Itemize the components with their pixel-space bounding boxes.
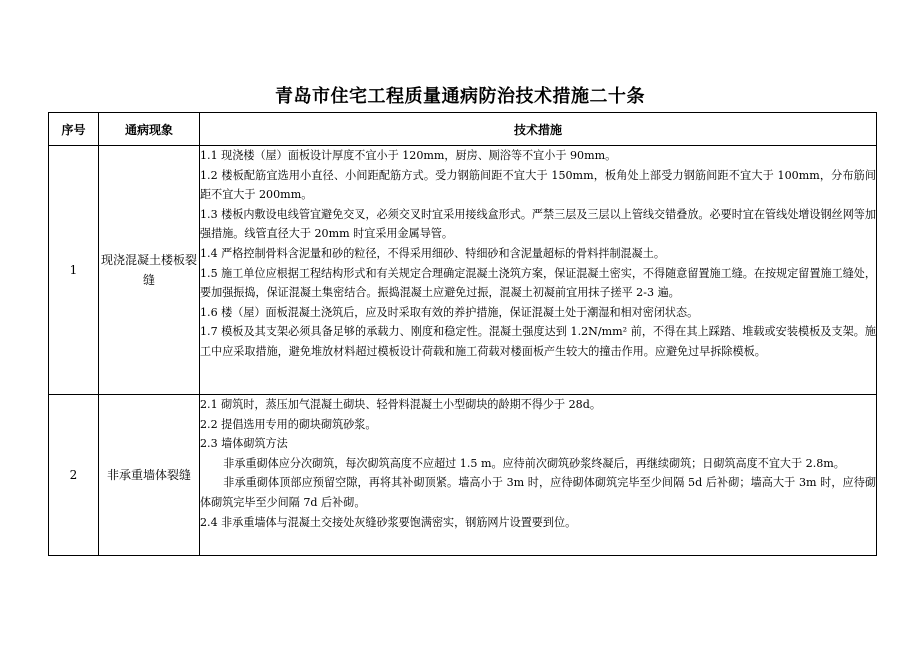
table-row bbox=[49, 146, 877, 395]
measure-item: 1.5 施工单位应根据工程结构形式和有关规定合理确定混凝土浇筑方案，保证混凝土密实，不得随意留置施工缝。在按规定留置施工缝处，要加强振捣，保证混凝土集密结合。振捣混凝土应避免过振，混凝土初凝前宜用抹子搓平 2-3 遍。 bbox=[200, 266, 876, 300]
measure-item: 1.7 模板及其支架必须具备足够的承载力、刚度和稳定性。混凝土强度达到 1.2N/mm² 前，不得在其上踩踏、堆载或安装模板及支架。施工中应采取措施，避免堆放材料超过模板设计荷载和施工荷载对楼面板产生较大的撞击作用。应避免过早拆除模板。 bbox=[200, 325, 876, 358]
document-title: 青岛市住宅工程质量通病防治技术措施二十条 bbox=[275, 86, 645, 107]
measures-table bbox=[48, 112, 877, 556]
measure-item: 1.4 严格控制骨料含泥量和砂的粒径，不得采用细砂、特细砂和含泥量超标的骨料拌制混凝土。 bbox=[200, 246, 665, 260]
row-number: 1 bbox=[49, 146, 99, 395]
measure-item: 2.1 砌筑时，蒸压加气混凝土砌块、轻骨料混凝土小型砌块的龄期不得少于 28d。 bbox=[200, 398, 601, 411]
measure-item: 2.3 墙体砌筑方法 bbox=[200, 437, 288, 451]
row-phenomenon: 现浇混凝土楼板裂缝 bbox=[99, 146, 200, 395]
measure-item: 2.2 提倡选用专用的砌块砌筑砂浆。 bbox=[200, 417, 377, 431]
row-number: 2 bbox=[49, 395, 99, 556]
row-measures bbox=[200, 395, 877, 556]
table-header-row bbox=[49, 113, 877, 146]
measure-item: 1.3 楼板内敷设电线管宜避免交叉，必须交叉时宜采用接线盒形式。严禁三层及三层以上管线交错叠放。必要时宜在管线处增设钢丝网等加强措施。线管直径大于 20mm 时宜采用金属导管。 bbox=[200, 207, 876, 241]
measure-item: 1.2 楼板配筋宜选用小直径、小间距配筋方式。受力钢筋间距不宜大于 150mm，板角处上部受力钢筋间距不宜大于 100mm，分布筋间距不宜大于 200mm。 bbox=[200, 168, 876, 202]
row-phenomenon: 非承重墙体裂缝 bbox=[99, 395, 200, 556]
measure-item: 1.1 现浇楼（屋）面板设计厚度不宜小于 120mm，厨房、厕浴等不宜小于 90mm。 bbox=[200, 149, 617, 162]
table-row bbox=[49, 395, 877, 556]
header-phenomenon: 通病现象 bbox=[99, 113, 200, 146]
row-measures bbox=[200, 146, 877, 395]
measure-paragraph: 非承重砌体应分次砌筑，每次砌筑高度不应超过 1.5 m。应待前次砌筑砂浆终凝后，再继续砌筑；日砌筑高度不宜大于 2.8m。 bbox=[223, 456, 845, 470]
header-num: 序号 bbox=[49, 113, 99, 146]
header-measures: 技术措施 bbox=[200, 113, 877, 146]
measure-paragraph: 非承重砌体顶部应预留空隙，再将其补砌顶紧。墙高小于 3m 时，应待砌体砌筑完毕至少间隔 5d 后补砌；墙高大于 3m 时，应待砌体砌筑完毕至少间隔 7d 后补砌。 bbox=[200, 476, 876, 509]
measure-item: 2.4 非承重墙体与混凝土交接处灰缝砂浆要饱满密实，钢筋网片设置要到位。 bbox=[200, 515, 577, 529]
measure-item: 1.6 楼（屋）面板混凝土浇筑后，应及时采取有效的养护措施，保证混凝土处于潮湿和相对密闭状态。 bbox=[200, 305, 699, 319]
